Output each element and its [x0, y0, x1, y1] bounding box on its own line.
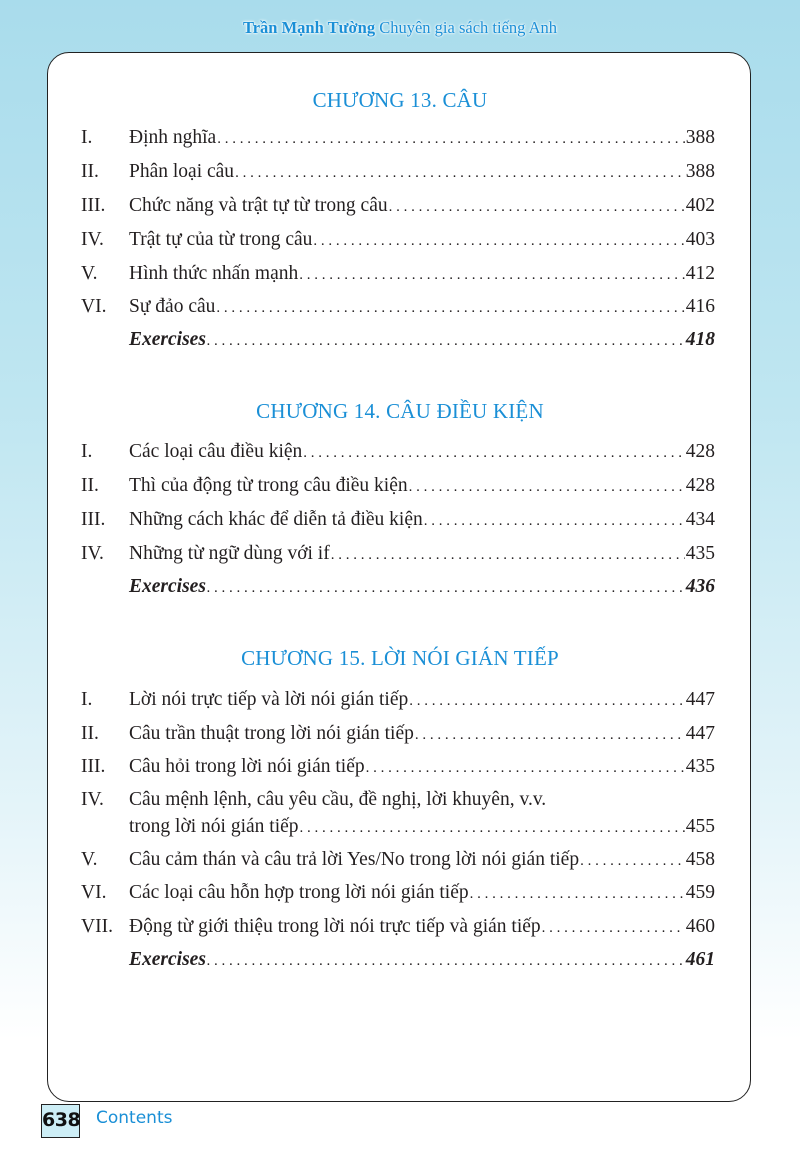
toc-row-exercises[interactable] [81, 946, 715, 973]
item-number: III. [81, 195, 106, 216]
chapter-14-title: CHƯƠNG 14. CÂU ĐIỀU KIỆN [256, 399, 544, 423]
toc-row[interactable] [81, 472, 715, 499]
item-page: 447 [685, 723, 715, 744]
section-label: Contents [96, 1108, 173, 1128]
author-name: Trần Mạnh Tường [242, 18, 376, 37]
toc-row[interactable] [81, 438, 715, 465]
item-label: Trật tự của từ trong câu [129, 229, 313, 250]
item-number: II. [81, 723, 99, 744]
item-page: 458 [685, 849, 715, 870]
item-label: Thì của động từ trong câu điều kiện [129, 475, 408, 496]
toc-row[interactable] [81, 293, 715, 320]
dot-leader [542, 915, 685, 942]
dot-leader [299, 262, 685, 289]
item-page: 455 [685, 816, 715, 837]
item-page: 434 [685, 509, 715, 530]
chapter-13-title: CHƯƠNG 13. CÂU [312, 88, 488, 112]
item-label: Các loại câu hỗn hợp trong lời nói gián tiếp [129, 882, 469, 903]
item-number: IV. [81, 543, 104, 564]
item-number: I. [81, 689, 93, 710]
toc-row[interactable] [81, 720, 715, 747]
dot-leader [300, 815, 685, 842]
dot-leader [424, 508, 685, 535]
item-label-line1: Câu mệnh lệnh, câu yêu cầu, đề nghị, lời khuyên, v.v. [129, 789, 547, 810]
running-head [0, 18, 800, 38]
toc-row[interactable] [81, 686, 715, 713]
exercises-page: 418 [685, 329, 715, 350]
dot-leader [409, 688, 685, 715]
dot-leader [389, 194, 685, 221]
dot-leader [217, 126, 685, 153]
dot-leader [415, 722, 685, 749]
item-page: 460 [685, 916, 715, 937]
item-label: Phân loại câu [129, 161, 235, 182]
dot-leader [207, 948, 685, 975]
toc-row[interactable] [81, 124, 715, 151]
item-number: IV. [81, 789, 104, 810]
item-number: III. [81, 756, 106, 777]
toc-row[interactable] [81, 913, 715, 940]
dot-leader [207, 575, 685, 602]
exercises-page: 436 [685, 576, 715, 597]
item-label: Sự đảo câu [129, 296, 216, 317]
item-page: 435 [685, 543, 715, 564]
item-label: Định nghĩa [129, 127, 217, 148]
item-number: I. [81, 127, 93, 148]
toc-row[interactable] [81, 158, 715, 185]
item-number: IV. [81, 229, 104, 250]
item-page: 428 [685, 441, 715, 462]
item-label: Các loại câu điều kiện [129, 441, 303, 462]
item-number: I. [81, 441, 93, 462]
item-number: II. [81, 161, 99, 182]
dot-leader [470, 881, 685, 908]
dot-leader [580, 848, 685, 875]
exercises-label: Exercises [129, 576, 206, 597]
item-label: Hình thức nhấn mạnh [129, 263, 299, 284]
toc-row[interactable] [81, 846, 715, 873]
dot-leader [409, 474, 685, 501]
item-label: Những từ ngữ dùng với if [129, 543, 330, 564]
item-number: V. [81, 849, 98, 870]
toc-row[interactable] [81, 753, 715, 780]
item-label: Câu trần thuật trong lời nói gián tiếp [129, 723, 414, 744]
exercises-label: Exercises [129, 329, 206, 350]
toc-row-exercises[interactable] [81, 573, 715, 600]
item-number: V. [81, 263, 98, 284]
item-page: 428 [685, 475, 715, 496]
item-label: Những cách khác để diễn tả điều kiện [129, 509, 423, 530]
item-page: 416 [685, 296, 715, 317]
dot-leader [235, 160, 685, 187]
toc-row[interactable] [81, 789, 715, 840]
toc-row[interactable] [81, 506, 715, 533]
item-number: VII. [81, 916, 113, 937]
item-number: II. [81, 475, 99, 496]
item-page: 388 [685, 127, 715, 148]
item-number: VI. [81, 882, 107, 903]
item-page: 412 [685, 263, 715, 284]
dot-leader [313, 228, 684, 255]
item-label: Lời nói trực tiếp và lời nói gián tiếp [129, 689, 409, 710]
toc-row[interactable] [81, 540, 715, 567]
toc-row[interactable] [81, 879, 715, 906]
item-page: 403 [685, 229, 715, 250]
dot-leader [207, 328, 685, 355]
toc-row-exercises[interactable] [81, 326, 715, 353]
toc-row[interactable] [81, 260, 715, 287]
dot-leader [303, 440, 684, 467]
exercises-page: 461 [685, 949, 715, 970]
item-label: Câu hỏi trong lời nói gián tiếp [129, 756, 365, 777]
item-number: III. [81, 509, 106, 530]
page-number-badge: 638 [41, 1104, 80, 1138]
item-label: Động từ giới thiệu trong lời nói trực tiếp và gián tiếp [129, 916, 541, 937]
dot-leader [331, 542, 685, 569]
item-page: 447 [685, 689, 715, 710]
toc-row[interactable] [81, 192, 715, 219]
item-page: 402 [685, 195, 715, 216]
item-page: 435 [685, 756, 715, 777]
item-page: 459 [685, 882, 715, 903]
tagline: Chuyên gia sách tiếng Anh [379, 18, 558, 37]
exercises-label: Exercises [129, 949, 206, 970]
item-number: VI. [81, 296, 107, 317]
item-label: Câu cảm thán và câu trả lời Yes/No trong lời nói gián tiếp [129, 849, 580, 870]
item-page: 388 [685, 161, 715, 182]
chapter-15-title: CHƯƠNG 15. LỜI NÓI GIÁN TIẾP [241, 646, 559, 670]
item-label: Chức năng và trật tự từ trong câu [129, 195, 388, 216]
dot-leader [216, 295, 684, 322]
item-label: trong lời nói gián tiếp [129, 816, 299, 837]
toc-row[interactable] [81, 226, 715, 253]
dot-leader [366, 755, 685, 782]
